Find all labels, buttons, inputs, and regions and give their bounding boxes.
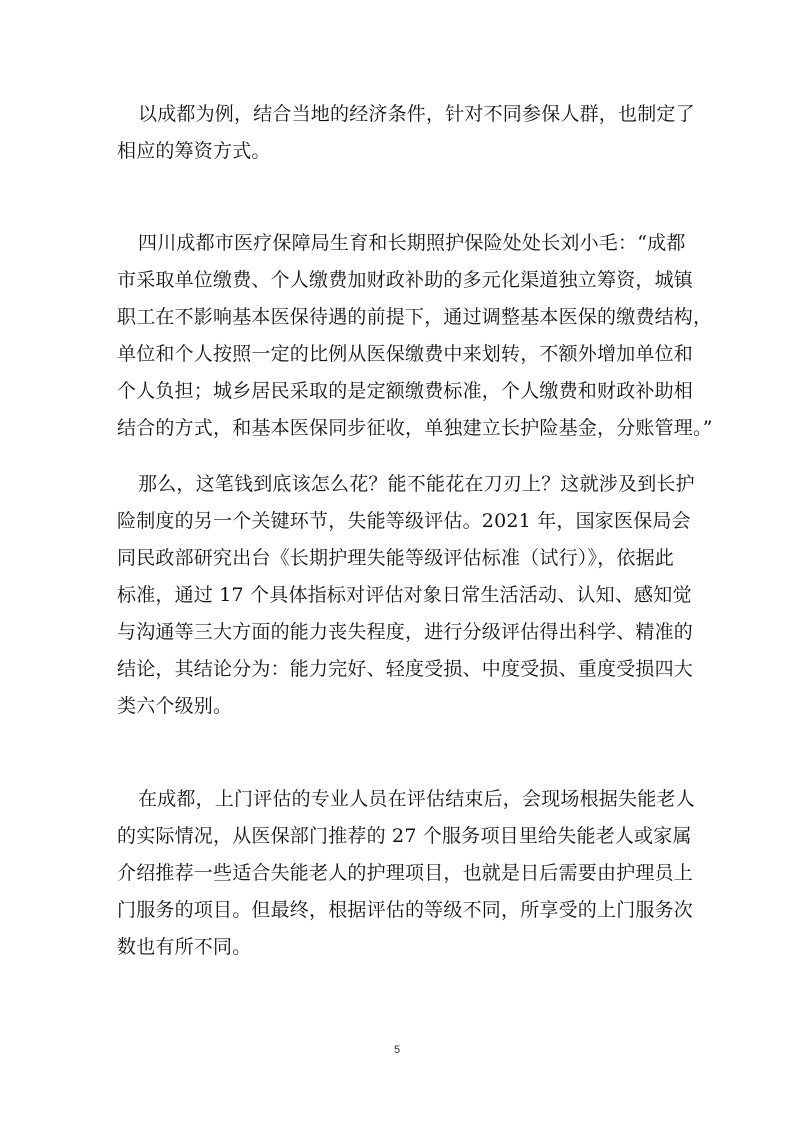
text-line: 职工在不影响基本医保待遇的前提下，通过调整基本医保的缴费结构， — [117, 306, 713, 328]
paragraph-chengdu-example — [117, 96, 695, 170]
text-line: 门服务的项目。但最终，根据评估的等级不同，所享受的上门服务次 — [117, 899, 694, 921]
paragraph-official-quote — [117, 225, 713, 447]
text-line: 与沟通等三大方面的能力丧失程度，进行分级评估得出科学、精准的 — [117, 621, 694, 643]
text-line: 结论，其结论分为：能力完好、轻度受损、中度受损、重度受损四大 — [117, 658, 694, 680]
text-line: 险制度的另一个关键环节，失能等级评估。2021 年，国家医保局会 — [117, 510, 691, 532]
paragraph-disability-assessment — [117, 466, 695, 725]
text-line: 在成都，上门评估的专业人员在评估结束后，会现场根据失能老人 — [138, 788, 695, 810]
text-line: 市采取单位缴费、个人缴费加财政补助的多元化渠道独立筹资，城镇 — [117, 269, 694, 291]
text-line: 四川成都市医疗保障局生育和长期照护保险处处长刘小毛：“成都 — [138, 232, 686, 254]
text-line: 标准，通过 17 个具体指标对评估对象日常生活活动、认知、感知觉 — [117, 584, 692, 606]
text-line: 的实际情况，从医保部门推荐的 27 个服务项目里给失能老人或家属 — [117, 825, 692, 847]
text-line: 同民政部研究出台《长期护理失能等级评估标准（试行）》，依据此 — [117, 547, 675, 569]
text-line: 结合的方式，和基本医保同步征收，单独建立长护险基金，分账管理。” — [117, 417, 713, 439]
text-line: 数也有所不同。 — [117, 936, 252, 958]
text-line: 类六个级别。 — [117, 695, 233, 717]
text-line: 那么，这笔钱到底该怎么花？能不能花在刀刃上？这就涉及到长护 — [138, 473, 695, 495]
page-number: 5 — [393, 1044, 401, 1056]
text-line: 介绍推荐一些适合失能老人的护理项目，也就是日后需要由护理员上 — [117, 862, 694, 884]
paragraph-home-service — [117, 781, 695, 966]
text-line: 相应的筹资方式。 — [117, 140, 271, 162]
text-line: 个人负担；城乡居民采取的是定额缴费标准，个人缴费和财政补助相 — [117, 380, 694, 402]
text-line: 单位和个人按照一定的比例从医保缴费中来划转，不额外增加单位和 — [117, 343, 694, 365]
text-line: 以成都为例，结合当地的经济条件，针对不同参保人群，也制定了 — [138, 103, 695, 125]
